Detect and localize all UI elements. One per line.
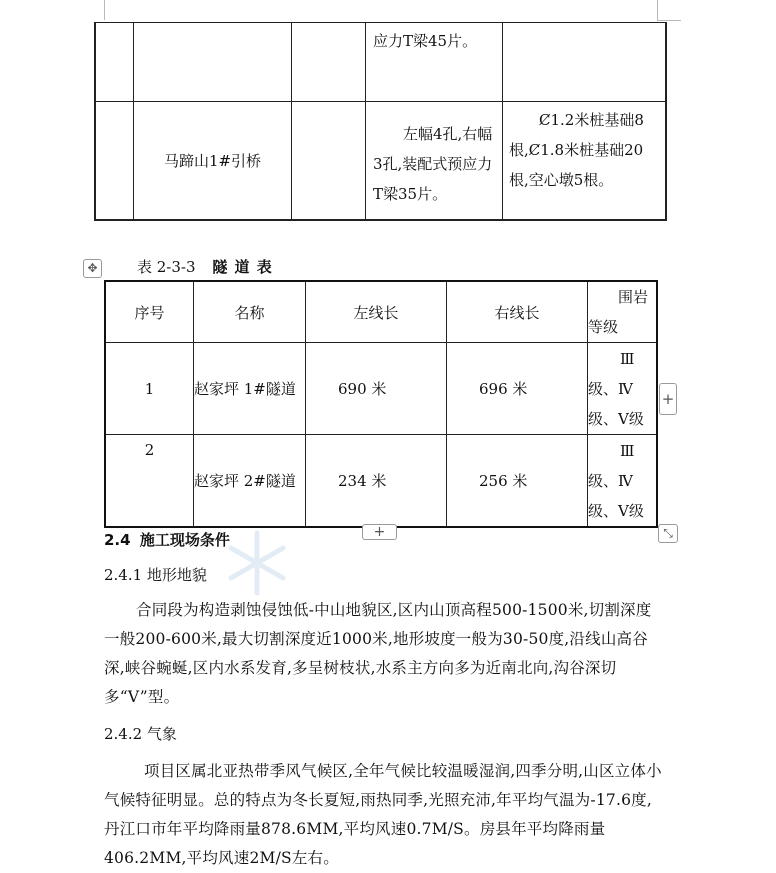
bridge-table xyxy=(94,22,667,221)
table-cell xyxy=(503,102,667,220)
header-rock-grade: 围岩等级 xyxy=(588,288,649,336)
page-margin-mark-left xyxy=(104,0,105,20)
row2-grade-cell xyxy=(588,435,658,528)
table-cell xyxy=(95,102,134,220)
row1-grade-cell xyxy=(588,343,658,435)
table-cell xyxy=(95,23,134,102)
row1-right-length: 696 米 xyxy=(447,343,588,435)
bridge-row2-spec: 左幅4孔,右幅3孔,装配式预应力T梁35片。 xyxy=(373,125,493,203)
table-caption-title: 隧 道 表 xyxy=(212,258,273,276)
section-number: 2.4 xyxy=(104,531,131,549)
header-name: 名称 xyxy=(194,281,306,343)
bridge-row1-spec: 应力T梁45片。 xyxy=(373,32,478,50)
table-header-row xyxy=(105,281,657,343)
subsection-heading: 2.4.2 气象 xyxy=(104,725,177,743)
bridge-name: 马蹄山1#引桥 xyxy=(163,151,262,170)
add-column-button[interactable]: + xyxy=(659,383,677,415)
row1-name: 赵家坪 1#隧道 xyxy=(194,343,306,435)
page-margin-mark-right-h xyxy=(657,20,681,21)
tunnel-table xyxy=(104,280,658,528)
header-left-length: 左线长 xyxy=(306,281,447,343)
row1-grade: Ⅲ级、Ⅳ级、Ⅴ级 xyxy=(588,350,644,428)
table-caption xyxy=(137,258,273,276)
subsection-heading: 2.4.1 地形地貌 xyxy=(104,566,207,584)
row2-left-length: 234 米 xyxy=(306,435,447,528)
row2-right-length: 256 米 xyxy=(447,435,588,528)
table-cell xyxy=(366,102,503,220)
add-row-button[interactable]: + xyxy=(362,524,397,540)
header-no: 序号 xyxy=(105,281,194,343)
table-cell xyxy=(292,102,366,220)
row1-left-length: 690 米 xyxy=(306,343,447,435)
row2-grade: Ⅲ级、Ⅳ级、Ⅴ级 xyxy=(588,442,644,520)
row1-no: 1 xyxy=(105,343,194,435)
row2-no: 2 xyxy=(105,435,194,528)
row2-name: 赵家坪 2#隧道 xyxy=(194,435,306,528)
paragraph: 合同段为构造剥蚀侵蚀低-中山地貌区,区内山顶高程500-1500米,切割深度一般200-600米,最大切割深度近1000米,地形坡度一般为30-50度,沿线山高谷深,峡谷蜿蜒,区内水系发育,多呈树枝状,水系主方向多为近南北向,沟谷深切多“V”型。 xyxy=(104,601,652,706)
watermark-logo xyxy=(222,528,292,598)
paragraph: 项目区属北亚热带季风气候区,全年气候比较温暖湿润,四季分明,山区立体小气候特征明显。总的特点为冬长夏短,雨热同季,光照充沛,年平均气温为-17.6度,丹江口市年平均降雨量878.6MM,平均风速0.7M/S。房县年平均降雨量406.2MM,平均风速2M/S左右。 xyxy=(104,762,662,867)
table-cell xyxy=(134,102,292,220)
table-row xyxy=(105,435,657,528)
bridge-row2-foundation: Ȼ1.2米桩基础8根,Ȼ1.8米桩基础20根,空心墩5根。 xyxy=(509,111,644,189)
header-rock-grade-cell xyxy=(588,281,658,343)
table-cell xyxy=(292,23,366,102)
section-title: 施工现场条件 xyxy=(139,531,230,549)
table-cell xyxy=(366,23,503,102)
table-row xyxy=(105,343,657,435)
section-heading xyxy=(104,530,230,550)
header-right-length: 右线长 xyxy=(447,281,588,343)
table-resize-handle[interactable]: ⤡ xyxy=(658,524,678,543)
page-margin-mark-right xyxy=(657,0,658,20)
table-cell xyxy=(134,23,292,102)
table-move-handle[interactable]: ✥ xyxy=(83,259,102,278)
table-caption-label: 表 2-3-3 xyxy=(137,258,196,276)
table-cell xyxy=(503,23,667,102)
